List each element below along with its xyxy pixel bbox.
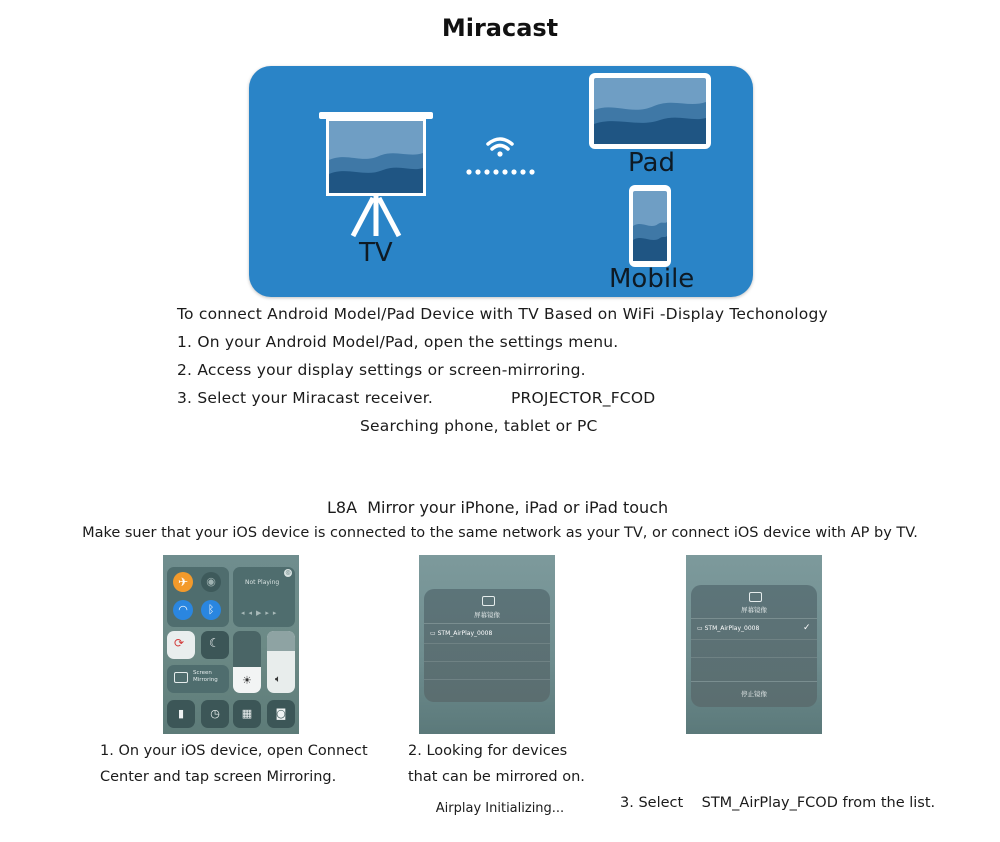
airplay-heading xyxy=(327,498,668,517)
connectivity-panel xyxy=(167,567,229,627)
apple-tv-icon: ▭ xyxy=(697,625,703,632)
checkmark-icon: ✓ xyxy=(803,623,811,633)
wifi-toggle-icon: ◠ xyxy=(173,600,193,620)
model-label: L8A xyxy=(327,498,358,517)
screen-mirroring-button xyxy=(167,665,229,693)
airplay-heading-text: Mirror your iPhone, iPad or iPad touch xyxy=(367,498,669,517)
now-playing-panel xyxy=(233,567,295,627)
rotation-lock-icon: ⟳ xyxy=(167,631,195,659)
sheet-title: 屏幕镜像 xyxy=(741,606,767,614)
ios-step-2 xyxy=(408,738,585,790)
volume-slider xyxy=(267,631,295,693)
mirroring-search-screenshot xyxy=(419,555,555,734)
cellular-icon: ◉ xyxy=(201,572,221,592)
miracast-step-3: 3. Select your Miracast receiver. xyxy=(177,389,434,407)
bluetooth-icon: ᛒ xyxy=(201,600,221,620)
ios-step-1-line-2: Center and tap screen Mirroring. xyxy=(100,769,337,785)
device-row xyxy=(430,630,492,637)
airplane-mode-icon: ✈ xyxy=(173,572,193,592)
device-row-selected xyxy=(697,625,759,632)
receiver-name: PROJECTOR_FCOD xyxy=(511,389,656,407)
network-note: Make suer that your iOS device is connected to the same network as your TV, or connect iOS device with AP by TV. xyxy=(82,525,918,541)
wifi-icon xyxy=(463,130,539,178)
searching-status: Searching phone, tablet or PC xyxy=(360,417,598,435)
brightness-slider xyxy=(233,631,261,693)
screen-mirroring-label-2: Mirroring xyxy=(193,677,218,683)
ios-step-1-line-1: 1. On your iOS device, open Connect xyxy=(100,743,368,759)
mirroring-selected-screenshot xyxy=(686,555,822,734)
camera-icon: ◙ xyxy=(267,700,295,728)
projector-screen-icon xyxy=(317,108,435,240)
brightness-icon: ☀ xyxy=(242,674,252,687)
do-not-disturb-icon: ☾ xyxy=(201,631,229,659)
ios-step-3-line-1: 3. Select STM_AirPlay_FCOD from the list. xyxy=(620,795,936,811)
miracast-step-1: 1. On your Android Model/Pad, open the settings menu. xyxy=(177,333,619,351)
tv-label: TV xyxy=(359,238,393,268)
screen-mirroring-sheet xyxy=(424,589,550,702)
screen-mirroring-label-1: Screen xyxy=(193,670,212,676)
airplay-audio-icon: ◎ xyxy=(285,569,291,576)
pad-label: Pad xyxy=(628,148,675,178)
screen-mirroring-sheet xyxy=(691,585,817,707)
miracast-intro: To connect Android Model/Pad Device with TV Based on WiFi -Display Techonology xyxy=(177,305,828,323)
mobile-label: Mobile xyxy=(609,264,695,294)
calculator-icon: ▦ xyxy=(233,700,261,728)
device-name: STM_AirPlay_0008 xyxy=(437,630,493,637)
device-name: STM_AirPlay_0008 xyxy=(704,625,760,632)
tablet-icon xyxy=(588,72,712,150)
playback-controls-icon: ◂◂▶▸▸ xyxy=(241,609,281,617)
apple-tv-icon: ▭ xyxy=(430,630,436,637)
miracast-step-2: 2. Access your display settings or screen-mirroring. xyxy=(177,361,586,379)
ios-step-2-line-2: that can be mirrored on. xyxy=(408,769,585,785)
screen-mirroring-icon xyxy=(482,596,495,606)
sheet-title: 屏幕镜像 xyxy=(474,611,500,619)
airplay-status: Airplay Initializing... xyxy=(435,801,565,816)
ios-step-1 xyxy=(100,738,368,790)
control-center-screenshot xyxy=(163,555,299,734)
screen-mirroring-icon xyxy=(749,592,762,602)
miracast-banner xyxy=(249,66,753,297)
volume-icon: 🔈︎ xyxy=(275,674,281,685)
stop-mirroring-label: 停止镜像 xyxy=(741,690,767,698)
now-playing-label: Not Playing xyxy=(245,579,280,586)
page-title: Miracast xyxy=(441,14,559,42)
screen-mirroring-icon xyxy=(174,672,188,683)
mobile-phone-icon xyxy=(628,184,672,268)
timer-icon: ◷ xyxy=(201,700,229,728)
ios-step-3 xyxy=(620,738,935,842)
flashlight-icon: ▮ xyxy=(167,700,195,728)
ios-step-2-line-1: 2. Looking for devices xyxy=(408,743,568,759)
